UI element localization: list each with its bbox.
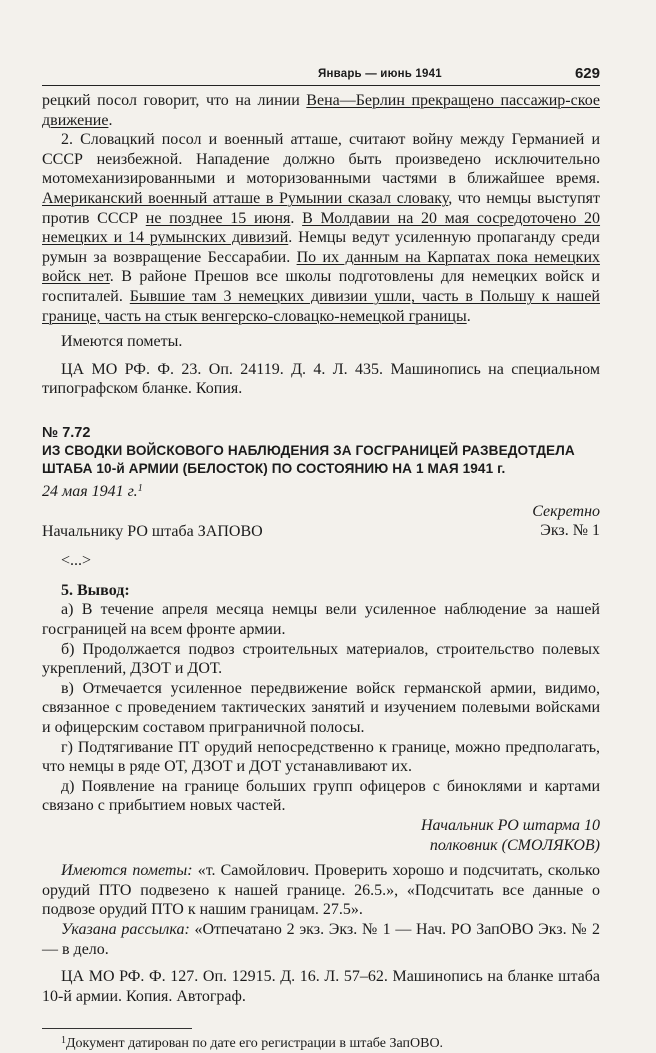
text-run: 2. Словацкий посол и военный атташе, считают войну между Германией и СССР неизбежной. Нападение должно быть произведено исключительно мотомеханизированными и моторизованными частями в ближайшее время. (42, 131, 600, 188)
underlined-text: Вена—Берлин прекращено пассажир-ское движение (42, 92, 600, 129)
archive-source-1: ЦА МО РФ. Ф. 23. Оп. 24119. Д. 4. Л. 435. Машинопись на специальном типографском бланке. Копия. (42, 360, 600, 398)
document-title: ИЗ СВОДКИ ВОЙСКОВОГО НАБЛЮДЕНИЯ ЗА ГОСГРАНИЦЕЙ РАЗВЕДОТДЕЛА ШТАБА 10-й АРМИИ (БЕЛОСТОК) ПО СОСТОЯНИЮ НА 1 МАЯ 1941 г. (42, 442, 575, 476)
marks-label: Имеются пометы: (61, 862, 193, 880)
list-item: б) Продолжается подвоз строительных материалов, строительство полевых укреплений, ДЗОТ и ДОТ. (42, 640, 600, 678)
distribution-text: «Отпечатано 2 экз. Экз. № 1 — Нач. РО ЗапОВО Экз. № 2 — в дело. (42, 920, 601, 958)
page-number: 629 (574, 65, 600, 82)
paragraph-continuation (42, 91, 600, 130)
omission-mark: <...> (61, 552, 92, 570)
addressee: Начальнику РО штаба ЗАПОВО (42, 522, 263, 540)
list-item: г) Подтягивание ПТ орудий непосредственно к границе, можно предполагать, что немцы в ряде ОТ, ДЗОТ и ДОТ устанавливают их. (42, 738, 600, 776)
copy-number: Экз. № 1 (540, 522, 600, 540)
footnote-mark: 1 (61, 1035, 66, 1047)
footnote-divider (42, 1028, 192, 1029)
page-body (42, 91, 600, 1053)
document-number: № 7.72 (42, 424, 91, 441)
underlined-text: Бывшие там 3 немецких дивизии ушли, часть в Польшу к нашей границе, часть на стык венгерско-словацко-немецкой границы (42, 287, 600, 325)
text-run: . (466, 307, 471, 325)
page-header (42, 63, 600, 86)
distribution-label: Указана рассылка: (61, 920, 190, 938)
text-run: . (290, 209, 303, 227)
list-item: а) В течение апреля месяца немцы вели усиленное наблюдение за нашей госграницей на всем фронте армии. (42, 601, 600, 639)
running-title: Январь — июнь 1941 (318, 68, 442, 80)
text-run: . (108, 111, 113, 129)
distribution-note (42, 920, 600, 959)
signature-name: полковник (СМОЛЯКОВ) (429, 836, 600, 854)
signature-title: Начальник РО штарма 10 (420, 817, 600, 834)
section-heading: 5. Вывод: (61, 581, 130, 599)
list-item: д) Появление на границе больших групп офицеров с биноклями и картами связано с прибытием новых частей. (42, 777, 600, 815)
text-run: . Немцы ведут усиленную пропаганду среди румын за возвращение Бессарабии. (42, 229, 600, 266)
marks-note-2 (42, 861, 600, 920)
footnote-text: Документ датирован по дате его регистрации в штабе ЗапОВО. (66, 1036, 444, 1052)
underlined-text: не позднее 15 июня (145, 209, 291, 227)
secrecy-stamp: Секретно (532, 502, 600, 520)
underlined-text: Американский военный атташе в Румынии сказал словаку (42, 189, 449, 207)
underlined-text: В Молдавии на 20 мая сосредоточено 20 немецких и 14 румынских дивизий (42, 209, 601, 247)
archive-source-2: ЦА МО РФ. Ф. 127. Оп. 12915. Д. 16. Л. 57–62. Машинопись на бланке штаба 10-й армии. Копия. Автограф. (42, 968, 600, 1005)
marks-note-1: Имеются пометы. (61, 333, 183, 351)
list-item: в) Отмечается усиленное передвижение войск германской армии, видимо, связанное с проведением тактических занятий и изучением полевыми войсками и офицерским составом приграничной полосы. (42, 679, 600, 737)
date-text: 24 мая 1941 г. (42, 482, 138, 500)
footnote (42, 1035, 600, 1053)
text-run: , что немцы выступят против СССР (42, 189, 601, 227)
marks-text: «т. Самойлович. Проверить хорошо и подсчитать, сколько орудий ПТО подвезено к нашей границе. 26.5.», «Подсчитать все данные о подвозе орудий ПТО к нашим границам. 27.5». (42, 862, 601, 919)
paragraph-2 (42, 130, 600, 326)
document-date (42, 482, 600, 502)
text-run: рецкий посол говорит, что на линии (42, 92, 307, 109)
text-run: . В районе Прешов все школы подготовлены для немецких войск и госпиталей. (42, 268, 600, 305)
footnote-ref: 1 (137, 482, 143, 494)
underlined-text: По их данным на Карпатах пока немецких войск нет (42, 248, 600, 286)
